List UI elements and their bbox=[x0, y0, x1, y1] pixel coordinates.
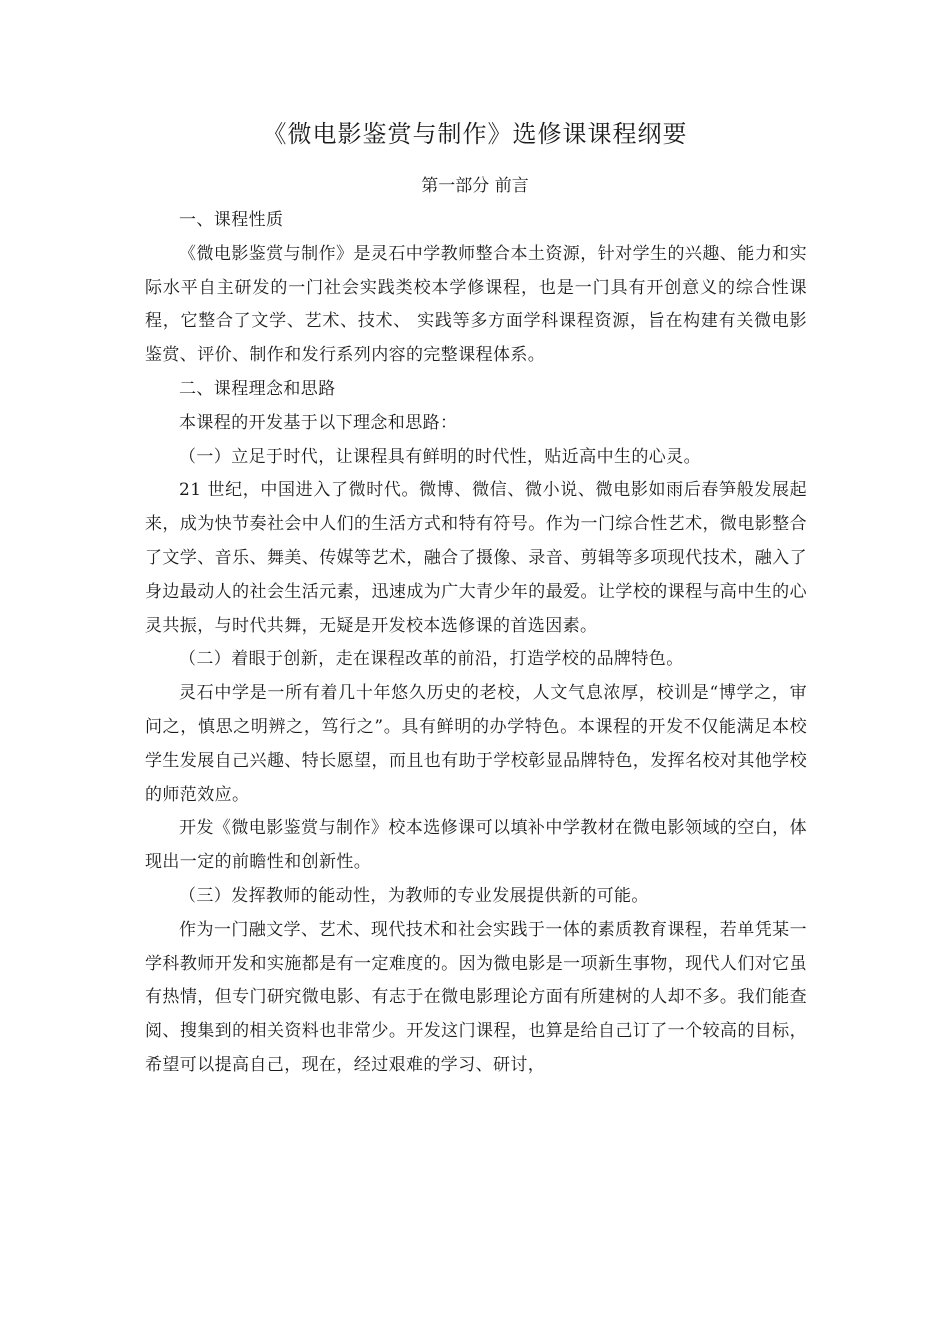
paragraph-item-1: 21 世纪，中国进入了微时代。微博、微信、微小说、微电影如雨后春笋般发展起来，成为快节奏社会中人们的生活方式和特有符号。作为一门综合性艺术，微电影整合了文学、音乐、舞美、传媒等艺术，融合了摄像、录音、剪辑等多项现代技术，融入了身边最动人的社会生活元素，迅速成为广大青少年的最爱。让学校的课程与高中生的心灵共振，与时代共舞，无疑是开发校本选修课的首选因素。 bbox=[145, 480, 807, 636]
document-body bbox=[145, 204, 807, 1083]
item-heading-2: （二）着眼于创新，走在课程改革的前沿，打造学校的品牌特色。 bbox=[179, 649, 684, 670]
item-heading-1: （一）立足于时代，让课程具有鲜明的时代性，贴近高中生的心灵。 bbox=[179, 446, 701, 467]
paragraph-intro: 本课程的开发基于以下理念和思路： bbox=[179, 412, 458, 433]
paragraph-course-nature: 《微电影鉴赏与制作》是灵石中学教师整合本土资源，针对学生的兴趣、能力和实际水平自主研发的一门社会实践类校本学修课程，也是一门具有开创意义的综合性课程，它整合了文学、艺术、技术、 实践等多方面学科课程资源，旨在构建有关微电影鉴赏、评价、制作和发行系列内容的完整课程体系。 bbox=[145, 243, 807, 366]
paragraph-item-2b: 开发《微电影鉴赏与制作》校本选修课可以填补中学教材在微电影领域的空白，体现出一定的前瞻性和创新性。 bbox=[145, 818, 807, 873]
paragraph-item-3: 作为一门融文学、艺术、现代技术和社会实践于一体的素质教育课程，若单凭某一学科教师开发和实施都是有一定难度的。因为微电影是一项新生事物，现代人们对它虽有热情，但专门研究微电影、有志于在微电影理论方面有所建树的人却不多。我们能查阅、搜集到的相关资料也非常少。开发这门课程，也算是给自己订了一个较高的目标，希望可以提高自己，现在，经过艰难的学习、研讨， bbox=[145, 919, 807, 1075]
part-heading: 第一部分 前言 bbox=[421, 176, 529, 196]
section-heading-course-philosophy: 二、课程理念和思路 bbox=[179, 378, 336, 399]
document-title: 《微电影鉴赏与制作》选修课课程纲要 bbox=[262, 120, 688, 148]
section-heading-course-nature: 一、课程性质 bbox=[179, 210, 284, 230]
item-heading-3: （三）发挥教师的能动性，为教师的专业发展提供新的可能。 bbox=[179, 885, 649, 906]
paragraph-item-2a: 灵石中学是一所有着几十年悠久历史的老校，人文气息浓厚，校训是“博学之，审问之，慎思之明辨之，笃行之”。具有鲜明的办学特色。本课程的开发不仅能满足本校学生发展自己兴趣、特长愿望，而且也有助于学校彰显品牌特色，发挥名校对其他学校的师范效应。 bbox=[145, 683, 807, 805]
